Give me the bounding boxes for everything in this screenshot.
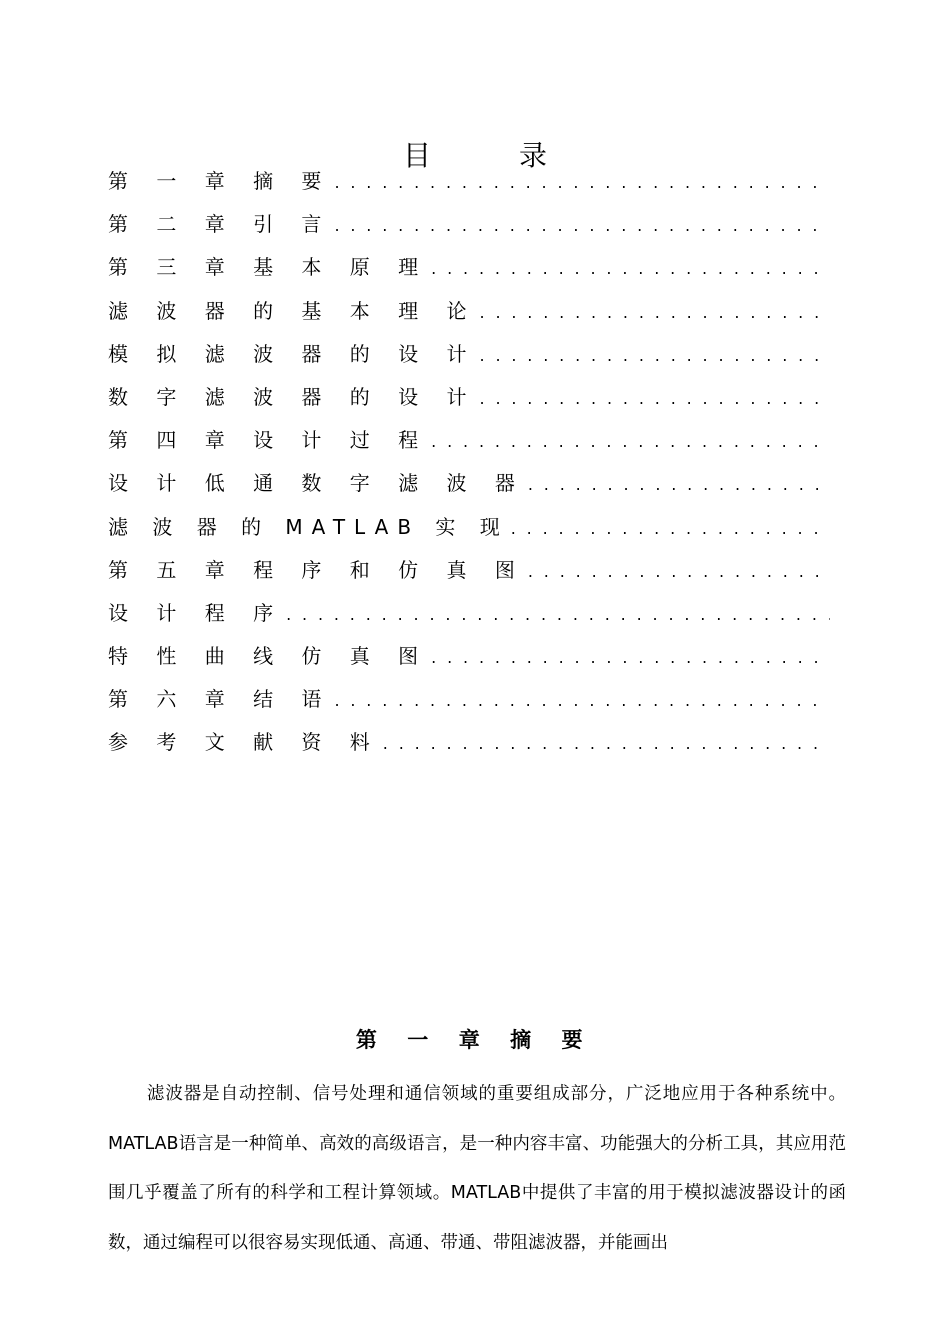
toc-entry[interactable] xyxy=(108,425,830,468)
toc-entry-label: 第 四 章 设 计 过 程 xyxy=(108,428,430,453)
toc-entry-label: 滤 波 器 的 基 本 理 论 xyxy=(108,298,478,323)
toc-entry-label: 滤 波 器 的 MATLAB 实 现 xyxy=(108,514,509,539)
toc-leader-dots xyxy=(334,168,830,198)
toc-leader-dots xyxy=(480,298,830,328)
toc-entry-label: 第 六 章 结 语 xyxy=(108,687,333,712)
toc-entry[interactable] xyxy=(108,209,830,252)
toc-entry-label: 特 性 曲 线 仿 真 图 xyxy=(108,644,430,669)
toc-leader-dots xyxy=(528,557,830,587)
abstract-text: 滤波器是自动控制、信号处理和通信领域的重要组成部分，广泛地应用于各种系统中。MATLAB语言是一种简单、高效的高级语言，是一种内容丰富、功能强大的分析工具，其应用范围几乎覆盖了所有的科学和工程计算领域。MATLAB中提供了丰富的用于模拟滤波器设计的函数，通过编程可以很容易实现低通、高通、带通、带阻滤波器，并能画出 xyxy=(108,1084,846,1253)
toc-leader-dots xyxy=(431,254,830,284)
toc-entry[interactable] xyxy=(108,512,830,555)
toc-title-right: 录 xyxy=(519,139,548,172)
toc-leader-dots xyxy=(334,211,830,241)
chapter-heading: 第 一 章 摘 要 xyxy=(355,1028,595,1052)
toc-entry[interactable] xyxy=(108,727,830,770)
toc-entry[interactable] xyxy=(108,166,830,209)
toc-entry-label: 第 五 章 程 序 和 仿 真 图 xyxy=(108,557,526,582)
toc-entry-label: 参 考 文 献 资 料 xyxy=(108,730,381,755)
toc-leader-dots xyxy=(480,384,830,414)
toc-entry[interactable] xyxy=(108,684,830,727)
toc-leader-dots xyxy=(528,470,830,500)
toc-title-left: 目 xyxy=(402,139,431,172)
toc-leader-dots xyxy=(431,427,830,457)
toc-entry[interactable] xyxy=(108,555,830,598)
toc-leader-dots xyxy=(334,686,830,716)
toc-entry[interactable] xyxy=(108,339,830,382)
toc-entry-label: 第 三 章 基 本 原 理 xyxy=(108,255,430,280)
toc-entry-label: 设 计 低 通 数 字 滤 波 器 xyxy=(108,471,526,496)
toc-entry[interactable] xyxy=(108,468,830,511)
toc-entry-label: 设 计 程 序 xyxy=(108,600,285,625)
toc-leader-dots xyxy=(431,643,830,673)
toc-entry[interactable] xyxy=(108,382,830,425)
toc-leader-dots xyxy=(286,600,830,630)
toc-entry-label: 第 一 章 摘 要 xyxy=(108,169,333,193)
toc-entry[interactable] xyxy=(108,598,830,641)
toc-leader-dots xyxy=(480,341,830,371)
toc-entry-label: 模 拟 滤 波 器 的 设 计 xyxy=(108,341,478,366)
toc-leader-dots xyxy=(511,514,830,544)
toc-entry-label: 数 字 滤 波 器 的 设 计 xyxy=(108,384,478,409)
toc-entry[interactable] xyxy=(108,641,830,684)
table-of-contents xyxy=(108,166,830,771)
toc-leader-dots xyxy=(383,729,830,759)
toc-entry[interactable] xyxy=(108,296,830,339)
toc-entry-label: 第 二 章 引 言 xyxy=(108,212,333,237)
toc-entry[interactable] xyxy=(108,252,830,295)
abstract-paragraph xyxy=(108,1070,846,1268)
